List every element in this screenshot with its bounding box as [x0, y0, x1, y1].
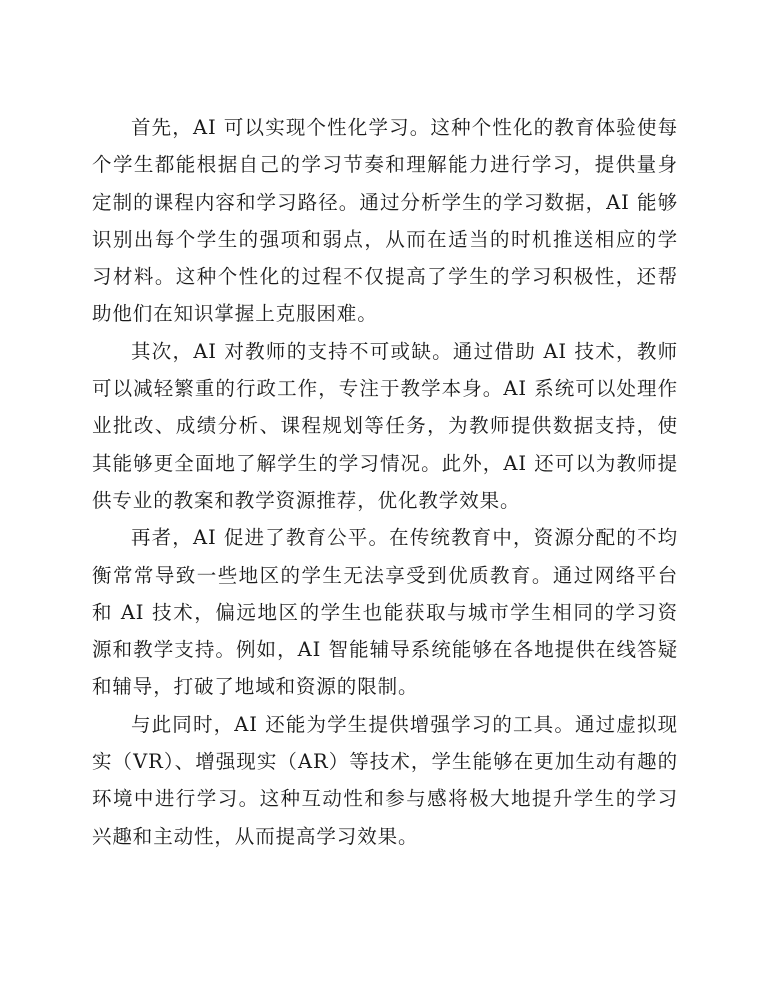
document-body [92, 109, 678, 855]
paragraph-personalized-learning: 首先，AI 可以实现个性化学习。这种个性化的教育体验使每个学生都能根据自己的学习节奏和理解能力进行学习，提供量身定制的课程内容和学习路径。通过分析学生的学习数据，AI 能够识别出每个学生的强项和弱点，从而在适当的时机推送相应的学习材料。这种个性化的过程不仅提高了学生的学习积极性，还帮助他们在知识掌握上克服困难。 [92, 116, 678, 326]
paragraph-teacher-support: 其次，AI 对教师的支持不可或缺。通过借助 AI 技术，教师可以减轻繁重的行政工作，专注于教学本身。AI 系统可以处理作业批改、成绩分析、课程规划等任务，为教师提供数据支持，使其能够更全面地了解学生的学习情况。此外，AI 还可以为教师提供专业的教案和教学资源推荐，优化教学效果。 [92, 339, 678, 512]
paragraph-learning-tools: 与此同时，AI 还能为学生提供增强学习的工具。通过虚拟现实（VR）、增强现实（AR）等技术，学生能够在更加生动有趣的环境中进行学习。这种互动性和参与感将极大地提升学生的学习兴趣和主动性，从而提高学习效果。 [92, 712, 678, 848]
paragraph-education-equity: 再者，AI 促进了教育公平。在传统教育中，资源分配的不均衡常常导致一些地区的学生无法享受到优质教育。通过网络平台和 AI 技术，偏远地区的学生也能获取与城市学生相同的学习资源和教学支持。例如，AI 智能辅导系统能够在各地提供在线答疑和辅导，打破了地域和资源的限制。 [92, 526, 678, 699]
